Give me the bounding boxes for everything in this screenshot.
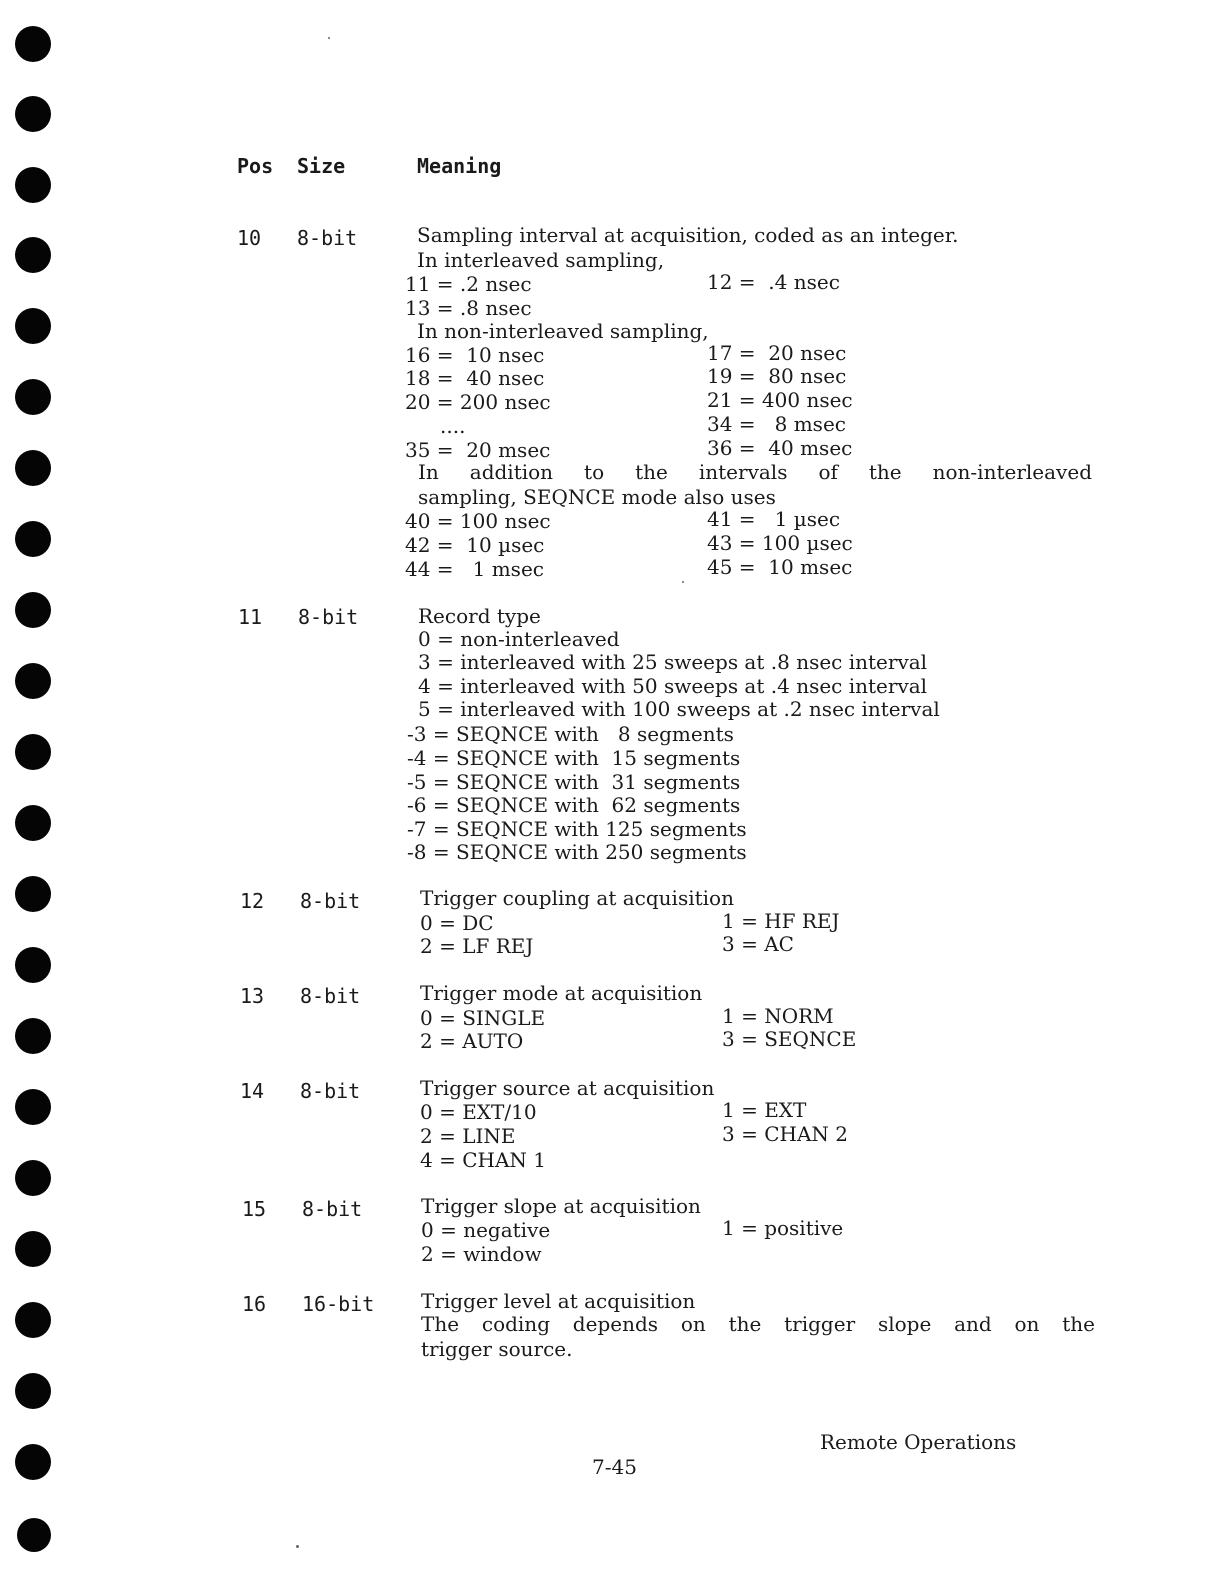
entry-line: trigger source. xyxy=(421,1337,573,1361)
code-value: -6 = SEQNCE with 62 segments xyxy=(407,793,741,817)
binder-hole xyxy=(15,1160,51,1196)
code-value: 45 = 10 msec xyxy=(707,555,853,579)
code-value: 4 = interleaved with 50 sweeps at .4 nsec interval xyxy=(418,674,928,698)
code-value: 3 = CHAN 2 xyxy=(722,1122,848,1146)
entry-line: sampling, SEQNCE mode also uses xyxy=(418,485,776,509)
code-value: -3 = SEQNCE with 8 segments xyxy=(407,722,734,746)
column-header-size: Size xyxy=(297,154,346,178)
binder-hole xyxy=(15,450,51,486)
entry-pos: 10 xyxy=(237,226,262,250)
binder-hole xyxy=(15,167,51,203)
code-value: 1 = EXT xyxy=(722,1098,807,1122)
entry-size: 8-bit xyxy=(300,984,361,1008)
binder-hole xyxy=(15,1373,51,1409)
code-value: 2 = AUTO xyxy=(420,1029,524,1053)
code-value: -7 = SEQNCE with 125 segments xyxy=(407,817,747,841)
entry-line: In non-interleaved sampling, xyxy=(417,319,709,343)
code-value: 21 = 400 nsec xyxy=(707,388,853,412)
code-value: 0 = non-interleaved xyxy=(418,627,620,651)
code-value: 3 = interleaved with 25 sweeps at .8 nsec interval xyxy=(418,650,928,674)
code-value: 35 = 20 msec xyxy=(405,438,551,462)
code-value: 34 = 8 msec xyxy=(707,412,846,436)
code-value: 17 = 20 nsec xyxy=(707,341,847,365)
binder-hole xyxy=(15,734,51,770)
entry-description: Sampling interval at acquisition, coded as an integer. xyxy=(417,223,959,247)
speck xyxy=(682,581,684,583)
entry-description: Trigger mode at acquisition xyxy=(420,981,703,1005)
entry-pos: 16 xyxy=(242,1292,267,1316)
code-value: 5 = interleaved with 100 sweeps at .2 nsec interval xyxy=(418,697,940,721)
binder-hole xyxy=(15,96,51,132)
code-value: 1 = positive xyxy=(722,1216,844,1240)
entry-size: 8-bit xyxy=(300,889,361,913)
code-value: 1 = NORM xyxy=(722,1004,834,1028)
code-value: 0 = SINGLE xyxy=(420,1006,546,1030)
code-value: 3 = SEQNCE xyxy=(722,1027,857,1051)
code-value: 0 = DC xyxy=(420,911,494,935)
code-value: 16 = 10 nsec xyxy=(405,343,545,367)
code-value: 12 = .4 nsec xyxy=(707,270,840,294)
entry-description: Trigger source at acquisition xyxy=(420,1076,715,1100)
speck xyxy=(328,37,330,39)
binder-hole xyxy=(15,26,51,62)
code-value: -8 = SEQNCE with 250 segments xyxy=(407,840,747,864)
entry-pos: 12 xyxy=(240,889,265,913)
entry-line: The coding depends on the trigger slope and on the xyxy=(421,1312,1095,1336)
binder-hole xyxy=(15,663,51,699)
binder-hole xyxy=(15,1018,51,1054)
code-value: 20 = 200 nsec xyxy=(405,390,551,414)
code-value: 36 = 40 msec xyxy=(707,436,853,460)
code-value: 44 = 1 msec xyxy=(405,557,544,581)
entry-pos: 13 xyxy=(240,984,265,1008)
code-value: -5 = SEQNCE with 31 segments xyxy=(407,770,741,794)
binder-hole xyxy=(15,1231,51,1267)
binder-hole xyxy=(15,805,51,841)
speck xyxy=(296,1545,299,1548)
binder-hole xyxy=(15,521,51,557)
binder-hole xyxy=(15,379,51,415)
entry-size: 8-bit xyxy=(300,1079,361,1103)
ellipsis: .... xyxy=(440,414,466,438)
entry-size: 8-bit xyxy=(302,1197,363,1221)
code-value: 2 = window xyxy=(421,1242,542,1266)
entry-line: In interleaved sampling, xyxy=(417,248,665,272)
code-value: -4 = SEQNCE with 15 segments xyxy=(407,746,741,770)
section-title: Remote Operations xyxy=(820,1430,1017,1454)
code-value: 1 = HF REJ xyxy=(722,909,840,933)
binder-hole xyxy=(15,947,51,983)
entry-size: 8-bit xyxy=(297,226,358,250)
code-value: 2 = LF REJ xyxy=(420,934,534,958)
code-value: 3 = AC xyxy=(722,932,794,956)
entry-size: 8-bit xyxy=(298,605,359,629)
entry-size: 16-bit xyxy=(302,1292,375,1316)
column-header-meaning: Meaning xyxy=(417,154,502,178)
code-value: 13 = .8 nsec xyxy=(405,296,532,320)
entry-line: In addition to the intervals of the non-interleaved xyxy=(418,460,1092,484)
entry-pos: 11 xyxy=(238,605,263,629)
entry-description: Trigger level at acquisition xyxy=(421,1289,696,1313)
code-value: 11 = .2 nsec xyxy=(405,272,532,296)
entry-description: Trigger coupling at acquisition xyxy=(420,886,734,910)
entry-pos: 14 xyxy=(240,1079,265,1103)
binder-hole xyxy=(15,237,51,273)
binder-hole xyxy=(15,592,51,628)
entry-description: Trigger slope at acquisition xyxy=(421,1194,701,1218)
code-value: 42 = 10 µsec xyxy=(405,533,545,557)
code-value: 0 = EXT/10 xyxy=(420,1100,537,1124)
code-value: 0 = negative xyxy=(421,1218,551,1242)
code-value: 40 = 100 nsec xyxy=(405,509,551,533)
binder-hole xyxy=(15,1444,51,1480)
binder-hole xyxy=(15,876,51,912)
code-value: 2 = LINE xyxy=(420,1124,516,1148)
column-header-pos: Pos xyxy=(237,154,274,178)
binder-hole xyxy=(17,1518,51,1552)
entry-description: Record type xyxy=(418,604,541,628)
code-value: 43 = 100 µsec xyxy=(707,531,853,555)
binder-hole xyxy=(15,1302,51,1338)
code-value: 41 = 1 µsec xyxy=(707,507,841,531)
binder-hole xyxy=(15,308,51,344)
page-number: 7-45 xyxy=(592,1455,637,1479)
code-value: 19 = 80 nsec xyxy=(707,364,847,388)
code-value: 4 = CHAN 1 xyxy=(420,1148,546,1172)
binder-hole xyxy=(15,1089,51,1125)
code-value: 18 = 40 nsec xyxy=(405,366,545,390)
entry-pos: 15 xyxy=(242,1197,267,1221)
